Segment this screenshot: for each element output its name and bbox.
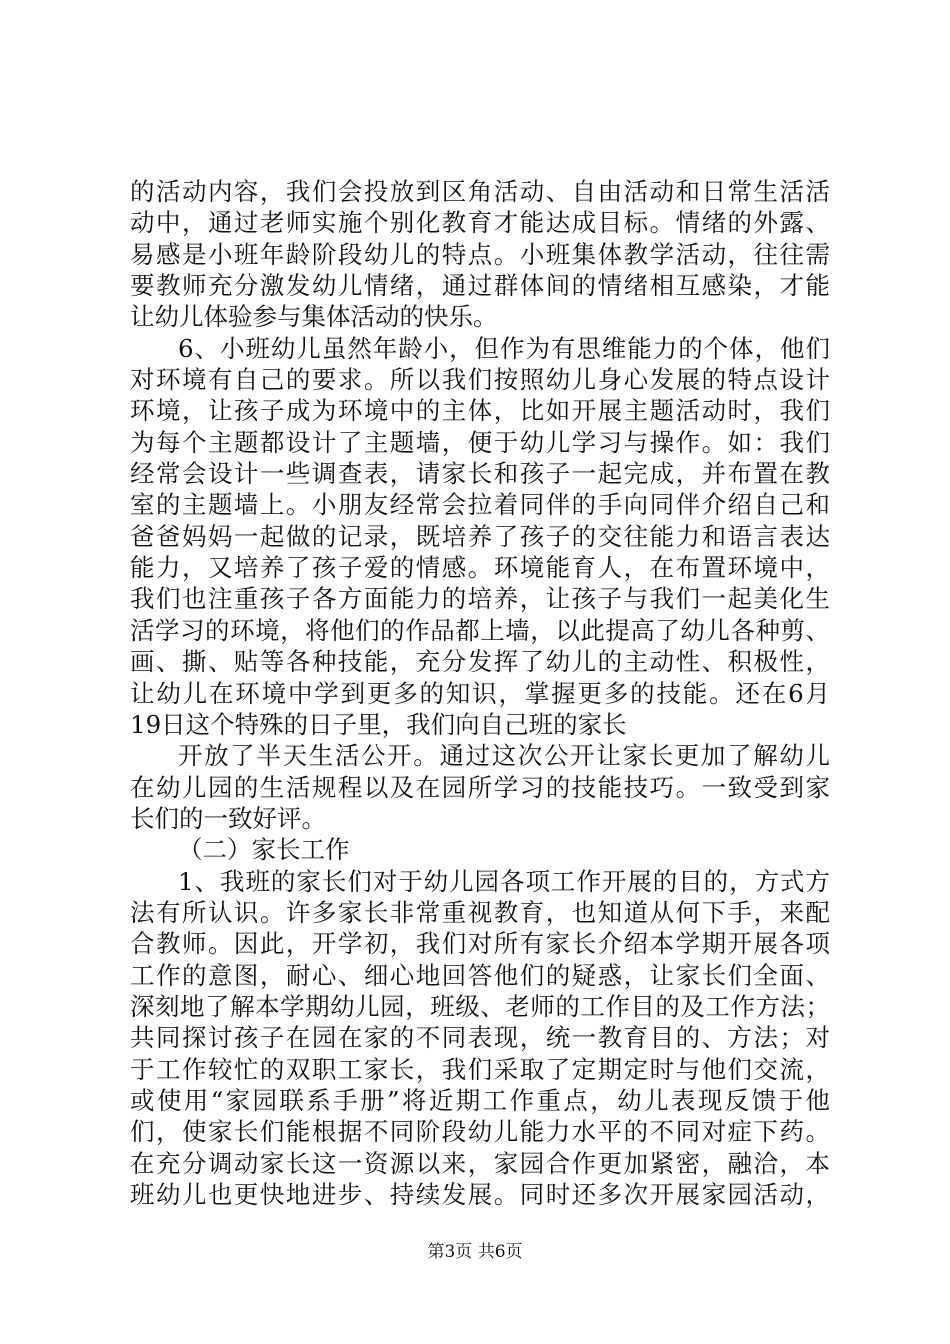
text-line: 环境，让孩子成为环境中的主体，比如开展主题活动时，我们	[130, 396, 830, 426]
text-line: 于工作较忙的双职工家长，我们采取了定期定时与他们交流，	[130, 1054, 830, 1084]
text-line: 们，使家长们能根据不同阶段幼儿能力水平的不同对症下药。	[130, 1117, 830, 1147]
text-line: 长们的一致好评。	[130, 803, 326, 833]
text-line: 1、我班的家长们对于幼儿园各项工作开展的目的，方式方	[178, 866, 830, 896]
text-line: 在幼儿园的生活规程以及在园所学习的技能技巧。一致受到家	[130, 772, 830, 802]
text-line: 班幼儿也更快地进步、持续发展。同时还多次开展家园活动，	[130, 1180, 830, 1209]
text-line: 合教师。因此，开学初，我们对所有家长介绍本学期开展各项	[130, 929, 830, 959]
text-line: 工作的意图，耐心、细心地回答他们的疑惑，让家长们全面、	[130, 960, 830, 990]
text-line: 的活动内容，我们会投放到区角活动、自由活动和日常生活活	[130, 177, 830, 206]
text-line: 让幼儿在环境中学到更多的知识，掌握更多的技能。还在6月	[130, 678, 830, 708]
text-line: 爸爸妈妈一起做的记录，既培养了孩子的交往能力和语言表达	[130, 521, 830, 551]
text-line: 让幼儿体验参与集体活动的快乐。	[130, 302, 498, 332]
text-line: 要教师充分激发幼儿情绪，通过群体间的情绪相互感染，才能	[130, 271, 830, 301]
text-line: 6、小班幼儿虽然年龄小，但作为有思维能力的个体，他们	[178, 333, 830, 363]
text-line: 活学习的环境，将他们的作品都上墙，以此提高了幼儿各种剪、	[130, 615, 830, 645]
text-line: 或使用“家园联系手册”将近期工作重点，幼儿表现反馈于他	[130, 1085, 830, 1115]
text-line: 经常会设计一些调查表，请家长和孩子一起完成，并布置在教	[130, 459, 830, 489]
page-footer: 第3页 共6页	[427, 1242, 523, 1262]
text-line: 我们也注重孩子各方面能力的培养，让孩子与我们一起美化生	[130, 584, 830, 614]
text-line: 法有所认识。许多家长非常重视教育，也知道从何下手，来配	[130, 897, 830, 927]
text-line: （二）家长工作	[178, 835, 350, 865]
text-line: 为每个主题都设计了主题墙，便于幼儿学习与操作。如：我们	[130, 427, 830, 457]
text-line: 能力，又培养了孩子爱的情感。环境能育人，在布置环境中，	[130, 553, 830, 583]
text-line: 开放了半天生活公开。通过这次公开让家长更加了解幼儿	[178, 741, 830, 771]
text-line: 室的主题墙上。小朋友经常会拉着同伴的手向同伴介绍自己和	[130, 490, 830, 520]
text-line: 对环境有自己的要求。所以我们按照幼儿身心发展的特点设计	[130, 365, 830, 395]
text-line: 动中，通过老师实施个别化教育才能达成目标。情绪的外露、	[130, 208, 830, 238]
text-line: 在充分调动家长这一资源以来，家园合作更加紧密，融洽，本	[130, 1148, 830, 1178]
body-text	[130, 176, 830, 1210]
text-line: 深刻地了解本学期幼儿园，班级、老师的工作目的及工作方法；	[130, 991, 830, 1021]
text-line: 19日这个特殊的日子里，我们向自己班的家长	[130, 709, 627, 739]
text-line: 易感是小班年龄阶段幼儿的特点。小班集体教学活动，往往需	[130, 239, 830, 269]
text-line: 画、撕、贴等各种技能，充分发挥了幼儿的主动性、积极性，	[130, 647, 830, 677]
text-line: 共同探讨孩子在园在家的不同表现，统一教育目的、方法；对	[130, 1023, 830, 1053]
